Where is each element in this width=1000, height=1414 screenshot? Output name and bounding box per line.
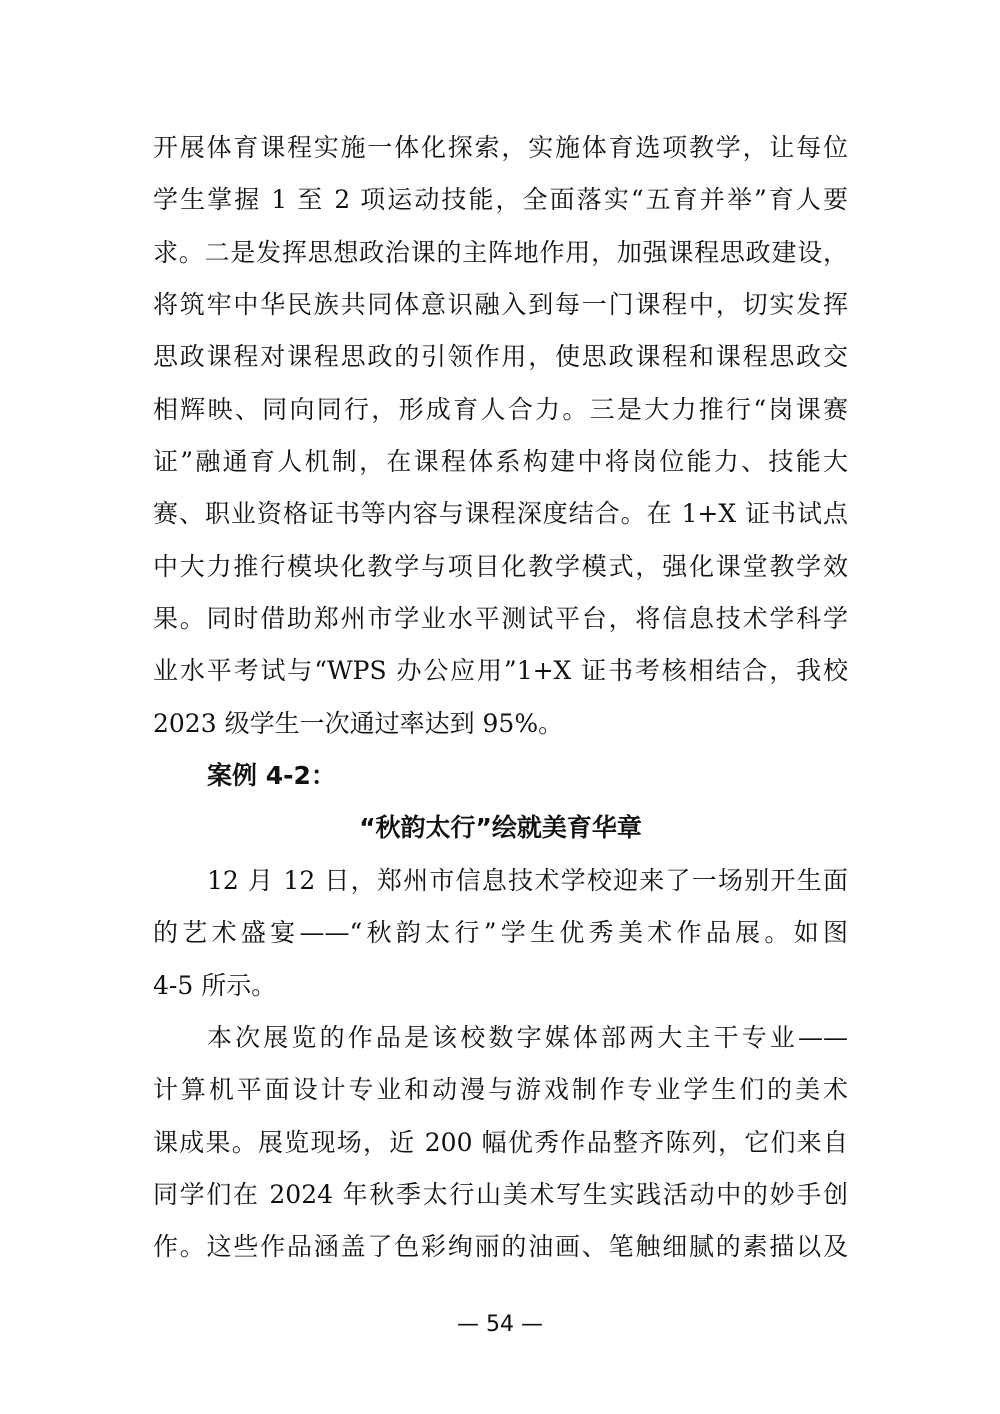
text-line: 开展体育课程实施一体化探索，实施体育选项教学，让每位 — [153, 133, 848, 162]
text-line: 求。二是发挥思想政治课的主阵地作用，加强课程思政建设， — [153, 237, 848, 267]
text-line: 12 月 12 日，郑州市信息技术学校迎来了一场别开生面 — [207, 865, 848, 895]
text-line: 4-5 所示。 — [153, 970, 277, 1000]
case-title: “秋韵太行”绘就美育华章 — [359, 813, 642, 843]
text-line: 2023 级学生一次通过率达到 95%。 — [153, 708, 564, 738]
text-line: 作。这些作品涵盖了色彩绚丽的油画、笔触细腻的素描以及 — [153, 1232, 848, 1262]
text-line: 业水平考试与“WPS 办公应用”1+X 证书考核相结合，我校 — [153, 656, 848, 686]
text-line: 同学们在 2024 年秋季太行山美术写生实践活动中的妙手创 — [153, 1179, 848, 1209]
text-line: 赛、职业资格证书等内容与课程深度结合。在 1+X 证书试点 — [153, 499, 848, 529]
text-line: 相辉映、同向同行，形成育人合力。三是大力推行“岗课赛 — [153, 394, 848, 424]
text-line: 课成果。展览现场，近 200 幅优秀作品整齐陈列，它们来自 — [153, 1127, 848, 1157]
text-line: 计算机平面设计专业和动漫与游戏制作专业学生们的美术 — [153, 1075, 848, 1105]
case-heading: 案例 4-2： — [207, 761, 336, 791]
text-line: 学生掌握 1 至 2 项运动技能，全面落实“五育并举”育人要 — [153, 185, 848, 215]
document-body — [153, 122, 848, 1274]
text-line: 将筑牢中华民族共同体意识融入到每一门课程中，切实发挥 — [153, 290, 848, 320]
text-line: 中大力推行模块化教学与项目化教学模式，强化课堂教学效 — [153, 551, 848, 581]
text-line: 思政课程对课程思政的引领作用，使思政课程和课程思政交 — [153, 342, 848, 372]
text-line: 证”融通育人机制，在课程体系构建中将岗位能力、技能大 — [153, 447, 848, 477]
text-line: 的艺术盛宴——“秋韵太行”学生优秀美术作品展。如图 — [153, 918, 848, 948]
text-line: 果。同时借助郑州市学业水平测试平台，将信息技术学科学 — [153, 604, 848, 634]
page-number: — 54 — — [457, 1312, 543, 1337]
text-line: 本次展览的作品是该校数字媒体部两大主干专业—— — [207, 1022, 848, 1052]
